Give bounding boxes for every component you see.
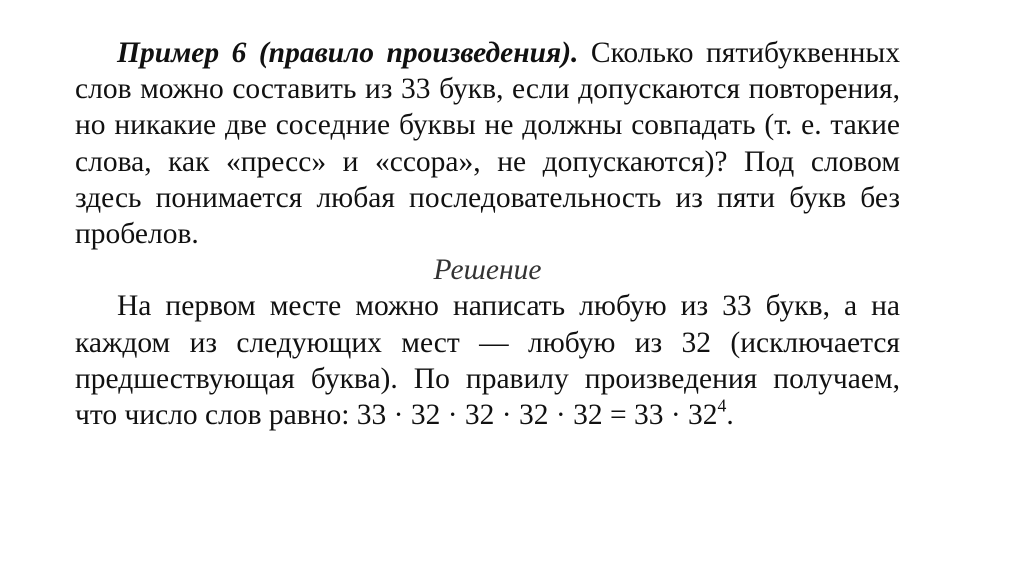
solution-end: . — [726, 399, 734, 432]
solution-text: На первом месте можно написать любую из 33 букв, а на каждом из следующих мест — любую из 32 (исключается предшествующая буква). По правилу произведения получаем, что число слов равно: 33 · 32 · 32 · 32 · 32 = 33 · 32 — [75, 290, 900, 432]
example-text: Сколько пятибуквенных слов можно составить из 33 букв, если допускаются повторения, но никакие две соседние буквы не должны совпадать (т. е. такие слова, как «пресс» и «ссора», не допускаются)? Под словом здесь понимается любая последовательность из пяти букв без пробелов. — [75, 37, 900, 251]
solution-heading: Решение — [433, 254, 542, 287]
slide-content — [75, 35, 900, 433]
solution-paragraph — [75, 288, 900, 433]
solution-exponent: 4 — [717, 395, 727, 416]
example-title: Пример 6 (правило произведения). — [117, 37, 579, 69]
example-paragraph — [75, 35, 900, 252]
